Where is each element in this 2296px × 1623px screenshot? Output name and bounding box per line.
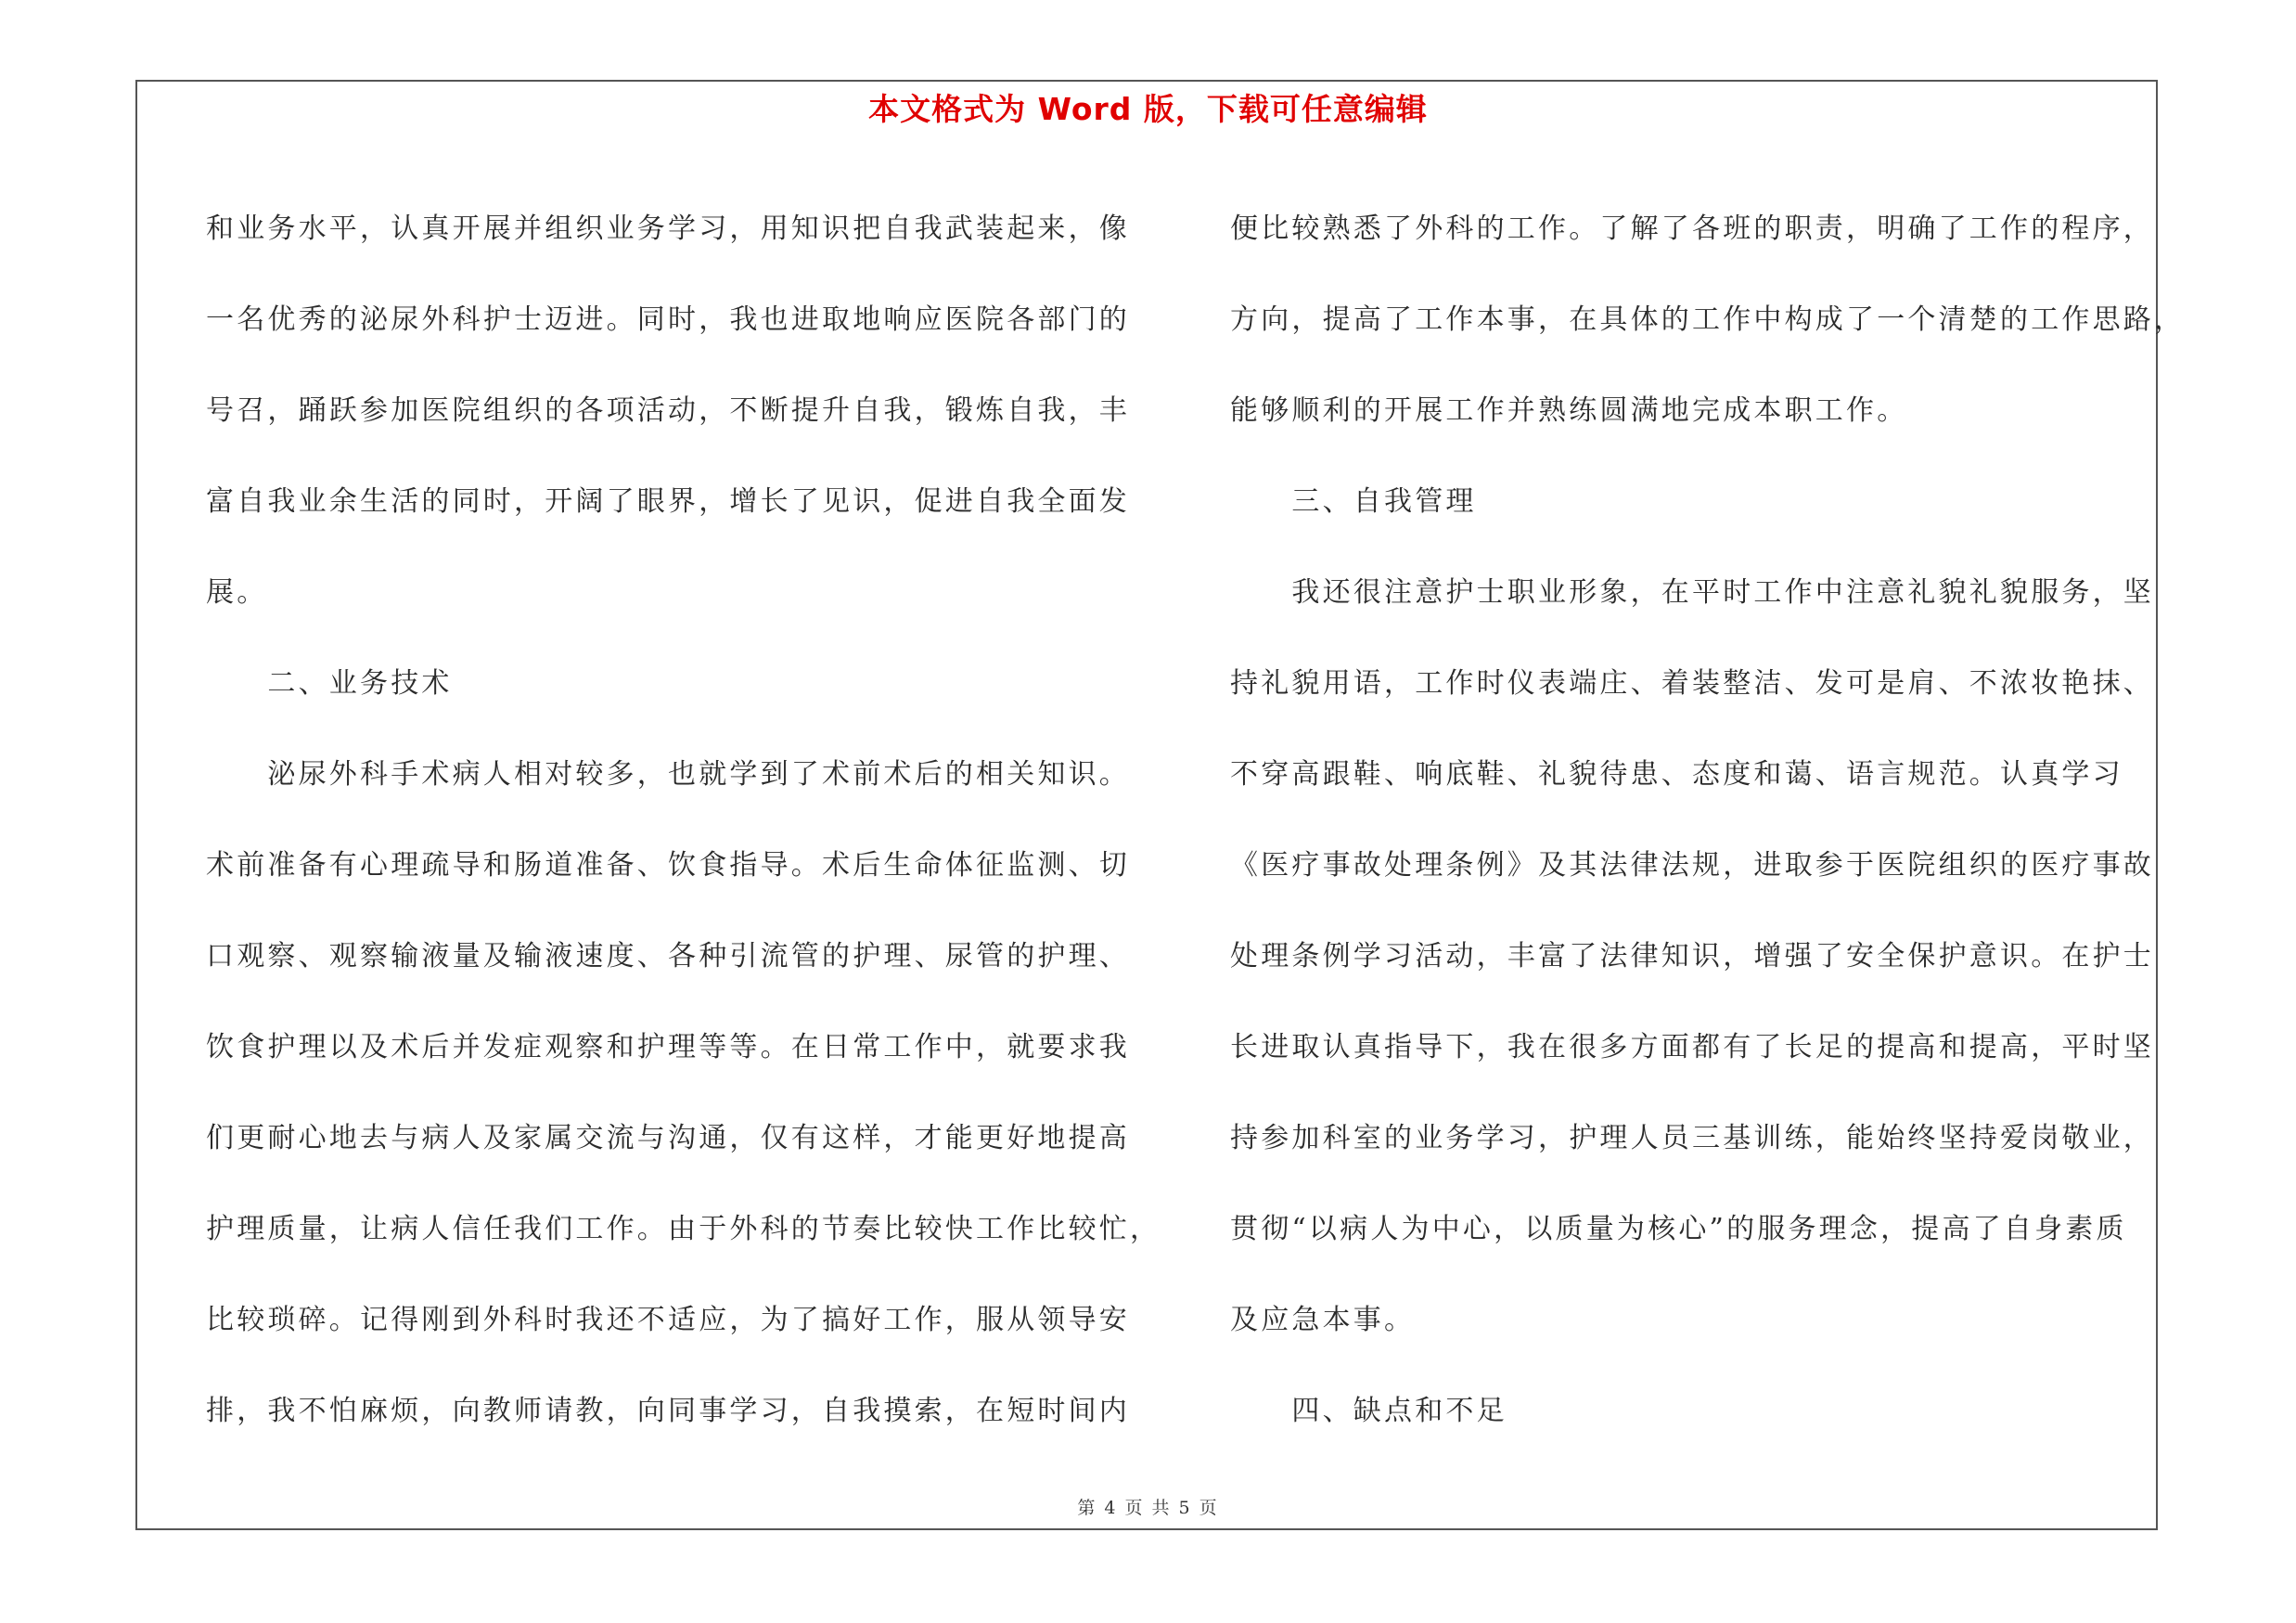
page-number-footer: 第 4 页 共 5 页: [1077, 1498, 1219, 1518]
word-format-banner: 本文格式为 Word 版，下载可任意编辑: [868, 91, 1428, 127]
text-line: 《医疗事故处理条例》及其法律法规，进取参于医院组织的医疗事故: [1230, 849, 2154, 882]
text-line: 展。: [206, 576, 268, 609]
text-line: 持参加科室的业务学习，护理人员三基训练，能始终坚持爱岗敬业，: [1230, 1122, 2154, 1154]
text-line: 们更耐心地去与病人及家属交流与沟通，仅有这样，才能更好地提高: [206, 1122, 1130, 1154]
text-line: 及应急本事。: [1230, 1304, 1416, 1336]
text-line: 方向，提高了工作本事，在具体的工作中构成了一个清楚的工作思路，: [1230, 303, 2186, 336]
text-line: 贯彻“以病人为中心，以质量为核心”的服务理念，提高了自身素质: [1230, 1213, 2127, 1245]
text-line: 比较琐碎。记得刚到外科时我还不适应，为了搞好工作，服从领导安: [206, 1304, 1130, 1336]
text-line: 不穿高跟鞋、响底鞋、礼貌待患、态度和蔼、语言规范。认真学习: [1230, 758, 2123, 791]
section-heading: 三、自我管理: [1230, 485, 1477, 518]
section-heading: 四、缺点和不足: [1230, 1395, 1507, 1427]
text-line: 一名优秀的泌尿外科护士迈进。同时，我也进取地响应医院各部门的: [206, 303, 1130, 336]
text-line: 便比较熟悉了外科的工作。了解了各班的职责，明确了工作的程序，: [1230, 213, 2154, 245]
left-text-column: [206, 184, 1161, 1457]
text-line: 口观察、观察输液量及输液速度、各种引流管的护理、尿管的护理、: [206, 940, 1130, 973]
text-line: 长进取认真指导下，我在很多方面都有了长足的提高和提高，平时坚: [1230, 1031, 2154, 1063]
text-line: 号召，踊跃参加医院组织的各项活动，不断提升自我，锻炼自我，丰: [206, 394, 1130, 427]
text-line: 处理条例学习活动，丰富了法律知识，增强了安全保护意识。在护士: [1230, 940, 2154, 973]
text-line: 富自我业余生活的同时，开阔了眼界，增长了见识，促进自我全面发: [206, 485, 1130, 518]
text-line: 护理质量，让病人信任我们工作。由于外科的节奏比较快工作比较忙，: [206, 1213, 1161, 1245]
text-line: 饮食护理以及术后并发症观察和护理等等。在日常工作中，就要求我: [206, 1031, 1130, 1063]
section-heading: 二、业务技术: [206, 667, 453, 700]
text-line: 和业务水平，认真开展并组织业务学习，用知识把自我武装起来，像: [206, 213, 1130, 245]
text-line: 持礼貌用语，工作时仪表端庄、着装整洁、发可是肩、不浓妆艳抹、: [1230, 667, 2154, 700]
right-text-column: [1230, 184, 2186, 1457]
text-line: 能够顺利的开展工作并熟练圆满地完成本职工作。: [1230, 394, 1908, 427]
text-line: 术前准备有心理疏导和肠道准备、饮食指导。术后生命体征监测、切: [206, 849, 1130, 882]
text-line: 排，我不怕麻烦，向教师请教，向同事学习，自我摸索，在短时间内: [206, 1395, 1130, 1427]
text-line: 泌尿外科手术病人相对较多，也就学到了术前术后的相关知识。: [206, 758, 1130, 791]
text-line: 我还很注意护士职业形象，在平时工作中注意礼貌礼貌服务，坚: [1230, 576, 2154, 609]
